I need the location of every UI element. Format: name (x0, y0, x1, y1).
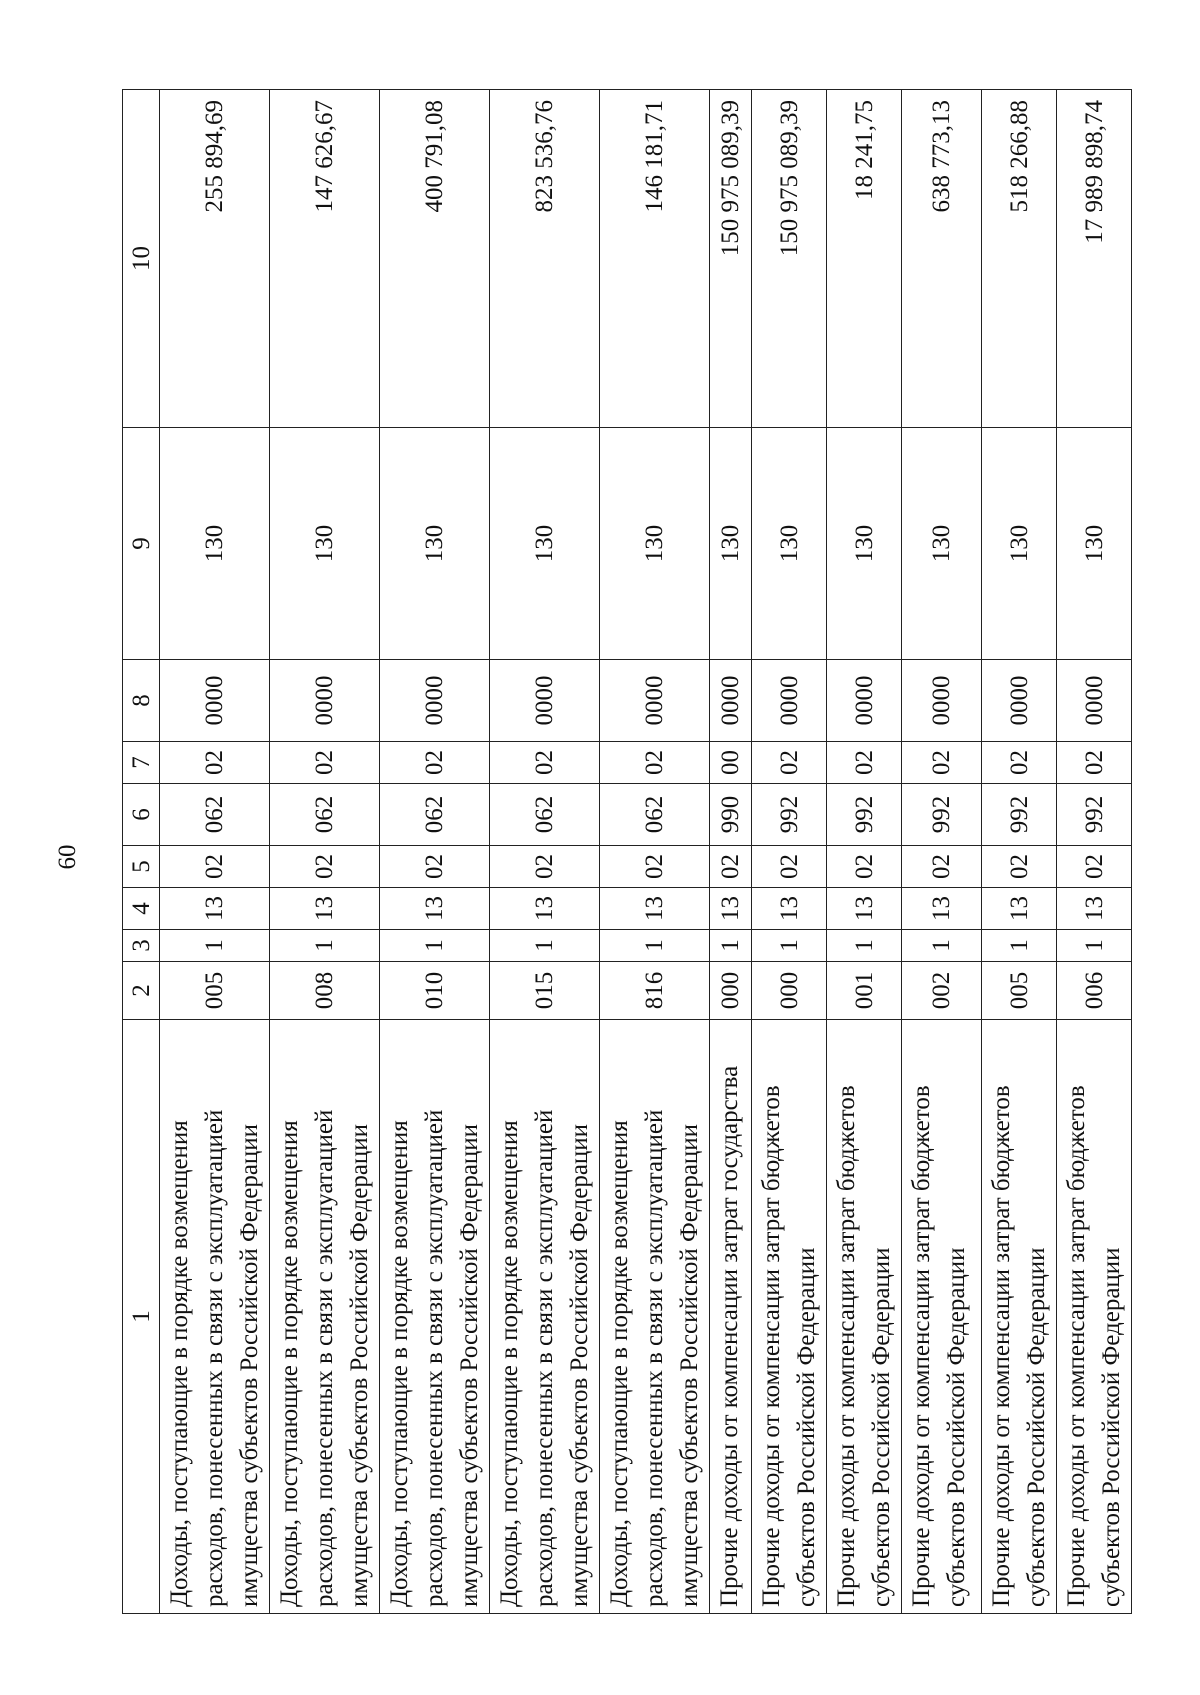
cell-c2: 001 (827, 962, 902, 1020)
cell-c8: 0000 (600, 660, 710, 742)
row-name: Доходы, поступающие в порядке возмещения расходов, понесенных в связи с эксплуатацией имущества субъектов Российской Федерации (600, 1020, 710, 1614)
cell-c8: 0000 (710, 660, 752, 742)
table-row (1057, 90, 1132, 1614)
cell-c5: 02 (380, 846, 490, 888)
cell-amount: 150 975 089,39 (710, 90, 752, 428)
col-header-3: 3 (123, 930, 160, 962)
cell-c6: 992 (827, 784, 902, 846)
col-header-4: 4 (123, 888, 160, 930)
cell-c4: 13 (380, 888, 490, 930)
cell-c4: 13 (600, 888, 710, 930)
col-header-1: 1 (123, 1020, 160, 1614)
cell-c8: 0000 (270, 660, 380, 742)
cell-c7: 02 (600, 742, 710, 784)
cell-c8: 0000 (827, 660, 902, 742)
cell-c4: 13 (270, 888, 380, 930)
cell-c9: 130 (1057, 428, 1132, 660)
cell-c2: 010 (380, 962, 490, 1020)
table-row (270, 90, 380, 1614)
row-name: Доходы, поступающие в порядке возмещения расходов, понесенных в связи с эксплуатацией имущества субъектов Российской Федерации (160, 1020, 270, 1614)
cell-c6: 992 (902, 784, 982, 846)
cell-c8: 0000 (902, 660, 982, 742)
cell-c6: 992 (752, 784, 827, 846)
cell-amount: 255 894,69 (160, 90, 270, 428)
cell-c7: 02 (902, 742, 982, 784)
row-name: Прочие доходы от компенсации затрат бюджетов субъектов Российской Федерации (902, 1020, 982, 1614)
table-row (982, 90, 1057, 1614)
cell-c4: 13 (160, 888, 270, 930)
cell-amount: 147 626,67 (270, 90, 380, 428)
table-row (752, 90, 827, 1614)
header-row (123, 90, 160, 1614)
row-name: Доходы, поступающие в порядке возмещения расходов, понесенных в связи с эксплуатацией имущества субъектов Российской Федерации (380, 1020, 490, 1614)
col-header-6: 6 (123, 784, 160, 846)
table-row (710, 90, 752, 1614)
cell-amount: 518 266,88 (982, 90, 1057, 428)
cell-c2: 000 (710, 962, 752, 1020)
cell-c2: 000 (752, 962, 827, 1020)
cell-c6: 062 (270, 784, 380, 846)
cell-c3: 1 (982, 930, 1057, 962)
cell-amount: 823 536,76 (490, 90, 600, 428)
cell-c8: 0000 (490, 660, 600, 742)
cell-c6: 062 (160, 784, 270, 846)
col-header-8: 8 (123, 660, 160, 742)
cell-c6: 990 (710, 784, 752, 846)
cell-amount: 400 791,08 (380, 90, 490, 428)
cell-c8: 0000 (380, 660, 490, 742)
cell-c3: 1 (1057, 930, 1132, 962)
cell-amount: 146 181,71 (600, 90, 710, 428)
cell-c2: 015 (490, 962, 600, 1020)
cell-c3: 1 (752, 930, 827, 962)
cell-c7: 02 (160, 742, 270, 784)
cell-c6: 062 (600, 784, 710, 846)
cell-c9: 130 (600, 428, 710, 660)
cell-c5: 02 (752, 846, 827, 888)
cell-c5: 02 (902, 846, 982, 888)
cell-c7: 02 (982, 742, 1057, 784)
cell-c4: 13 (490, 888, 600, 930)
cell-c8: 0000 (752, 660, 827, 742)
cell-c6: 062 (380, 784, 490, 846)
row-name: Прочие доходы от компенсации затрат бюджетов субъектов Российской Федерации (827, 1020, 902, 1614)
row-name: Прочие доходы от компенсации затрат бюджетов субъектов Российской Федерации (1057, 1020, 1132, 1614)
cell-c7: 02 (1057, 742, 1132, 784)
cell-amount: 18 241,75 (827, 90, 902, 428)
cell-c9: 130 (160, 428, 270, 660)
row-name: Прочие доходы от компенсации затрат бюджетов субъектов Российской Федерации (752, 1020, 827, 1614)
cell-c3: 1 (490, 930, 600, 962)
cell-c3: 1 (380, 930, 490, 962)
col-header-7: 7 (123, 742, 160, 784)
cell-amount: 638 773,13 (902, 90, 982, 428)
cell-c5: 02 (982, 846, 1057, 888)
cell-amount: 150 975 089,39 (752, 90, 827, 428)
cell-c5: 02 (1057, 846, 1132, 888)
rotated-table-container (122, 90, 1125, 1614)
cell-c9: 130 (490, 428, 600, 660)
cell-c2: 006 (1057, 962, 1132, 1020)
cell-c5: 02 (710, 846, 752, 888)
cell-c7: 02 (752, 742, 827, 784)
table-row (490, 90, 600, 1614)
cell-c3: 1 (600, 930, 710, 962)
cell-c4: 13 (1057, 888, 1132, 930)
cell-c4: 13 (982, 888, 1057, 930)
table-row (380, 90, 490, 1614)
col-header-10: 10 (123, 90, 160, 428)
cell-c6: 992 (1057, 784, 1132, 846)
table-row (902, 90, 982, 1614)
row-name: Прочие доходы от компенсации затрат государства (710, 1020, 752, 1614)
table-row (600, 90, 710, 1614)
cell-c9: 130 (902, 428, 982, 660)
revenue-table (122, 89, 1132, 1614)
cell-c3: 1 (902, 930, 982, 962)
cell-c4: 13 (827, 888, 902, 930)
cell-c7: 02 (270, 742, 380, 784)
cell-c7: 02 (490, 742, 600, 784)
cell-c8: 0000 (1057, 660, 1132, 742)
cell-c9: 130 (752, 428, 827, 660)
cell-c8: 0000 (982, 660, 1057, 742)
cell-c5: 02 (270, 846, 380, 888)
cell-c7: 00 (710, 742, 752, 784)
row-name: Доходы, поступающие в порядке возмещения расходов, понесенных в связи с эксплуатацией имущества субъектов Российской Федерации (490, 1020, 600, 1614)
cell-c2: 005 (982, 962, 1057, 1020)
col-header-2: 2 (123, 962, 160, 1020)
cell-amount: 17 989 898,74 (1057, 90, 1132, 428)
cell-c5: 02 (600, 846, 710, 888)
cell-c5: 02 (160, 846, 270, 888)
cell-c3: 1 (270, 930, 380, 962)
cell-c6: 992 (982, 784, 1057, 846)
cell-c2: 002 (902, 962, 982, 1020)
page-number: 60 (54, 844, 81, 870)
table-row (827, 90, 902, 1614)
cell-c5: 02 (490, 846, 600, 888)
cell-c9: 130 (827, 428, 902, 660)
cell-c7: 02 (827, 742, 902, 784)
cell-c4: 13 (902, 888, 982, 930)
cell-c8: 0000 (160, 660, 270, 742)
cell-c7: 02 (380, 742, 490, 784)
row-name: Прочие доходы от компенсации затрат бюджетов субъектов Российской Федерации (982, 1020, 1057, 1614)
row-name: Доходы, поступающие в порядке возмещения расходов, понесенных в связи с эксплуатацией имущества субъектов Российской Федерации (270, 1020, 380, 1614)
cell-c2: 008 (270, 962, 380, 1020)
cell-c3: 1 (160, 930, 270, 962)
cell-c9: 130 (380, 428, 490, 660)
cell-c4: 13 (752, 888, 827, 930)
table-row (160, 90, 270, 1614)
cell-c4: 13 (710, 888, 752, 930)
cell-c9: 130 (270, 428, 380, 660)
cell-c5: 02 (827, 846, 902, 888)
cell-c3: 1 (827, 930, 902, 962)
cell-c9: 130 (982, 428, 1057, 660)
cell-c9: 130 (710, 428, 752, 660)
cell-c2: 005 (160, 962, 270, 1020)
cell-c2: 816 (600, 962, 710, 1020)
cell-c6: 062 (490, 784, 600, 846)
cell-c3: 1 (710, 930, 752, 962)
col-header-5: 5 (123, 846, 160, 888)
col-header-9: 9 (123, 428, 160, 660)
